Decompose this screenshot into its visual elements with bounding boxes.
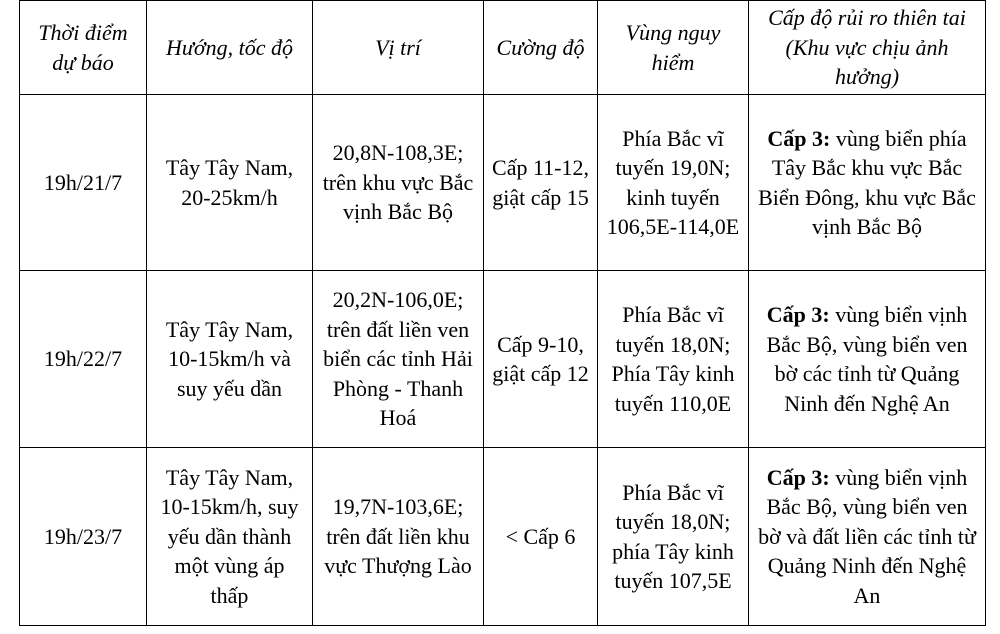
risk-level-label: Cấp 3: bbox=[767, 125, 831, 151]
risk-level-label: Cấp 3: bbox=[766, 302, 830, 327]
risk-level-text: vùng biển vịnh Bắc Bộ, vùng biển ven bờ các tỉnh từ Quảng Ninh đến Nghệ An bbox=[766, 302, 968, 416]
header-danger-zone: Vùng nguy hiểm bbox=[598, 1, 749, 95]
cell-danger-zone: Phía Bắc vĩ tuyến 18,0N; Phía Tây kinh tuyến 110,0E bbox=[598, 271, 749, 448]
cell-direction: Tây Tây Nam, 10-15km/h, suy yếu dần thành một vùng áp thấp bbox=[147, 448, 313, 626]
cell-danger-zone: Phía Bắc vĩ tuyến 18,0N; phía Tây kinh tuyến 107,5E bbox=[598, 448, 749, 626]
cell-direction: Tây Tây Nam, 10-15km/h và suy yếu dần bbox=[147, 271, 313, 448]
cell-direction: Tây Tây Nam, 20-25km/h bbox=[147, 95, 313, 271]
cell-risk-level bbox=[749, 271, 986, 448]
storm-forecast-table bbox=[19, 0, 986, 626]
cell-intensity: Cấp 11-12, giật cấp 15 bbox=[484, 95, 598, 271]
header-direction: Hướng, tốc độ bbox=[147, 1, 313, 95]
cell-time: 19h/22/7 bbox=[20, 271, 147, 448]
header-time: Thời điểm dự báo bbox=[20, 1, 147, 95]
cell-position: 20,8N-108,3E; trên khu vực Bắc vịnh Bắc Bộ bbox=[313, 95, 484, 271]
risk-level-text: vùng biển vịnh Bắc Bộ, vùng biển ven bờ và đất liền các tỉnh từ Quảng Ninh đến Nghệ An bbox=[758, 464, 976, 608]
cell-position: 20,2N-106,0E; trên đất liền ven biển các tỉnh Hải Phòng - Thanh Hoá bbox=[313, 271, 484, 448]
table-row bbox=[20, 95, 986, 271]
cell-intensity: < Cấp 6 bbox=[484, 448, 598, 626]
cell-danger-zone: Phía Bắc vĩ tuyến 19,0N; kinh tuyến 106,5E-114,0E bbox=[598, 95, 749, 271]
header-intensity: Cường độ bbox=[484, 1, 598, 95]
cell-risk-level bbox=[749, 448, 986, 626]
header-risk-level: Cấp độ rủi ro thiên tai (Khu vực chịu ảnh hưởng) bbox=[749, 1, 986, 95]
header-row bbox=[20, 1, 986, 95]
forecast-table-wrapper bbox=[19, 0, 986, 626]
table-row bbox=[20, 448, 986, 626]
cell-intensity: Cấp 9-10, giật cấp 12 bbox=[484, 271, 598, 448]
cell-time: 19h/21/7 bbox=[20, 95, 147, 271]
header-position: Vị trí bbox=[313, 1, 484, 95]
cell-time: 19h/23/7 bbox=[20, 448, 147, 626]
risk-level-text: vùng biển phía Tây Bắc khu vực Bắc Biển Đông, khu vực Bắc vịnh Bắc Bộ bbox=[758, 125, 976, 239]
table-row bbox=[20, 271, 986, 448]
risk-level-label: Cấp 3: bbox=[766, 464, 830, 490]
cell-risk-level bbox=[749, 95, 986, 271]
cell-position: 19,7N-103,6E; trên đất liền khu vực Thượng Lào bbox=[313, 448, 484, 626]
